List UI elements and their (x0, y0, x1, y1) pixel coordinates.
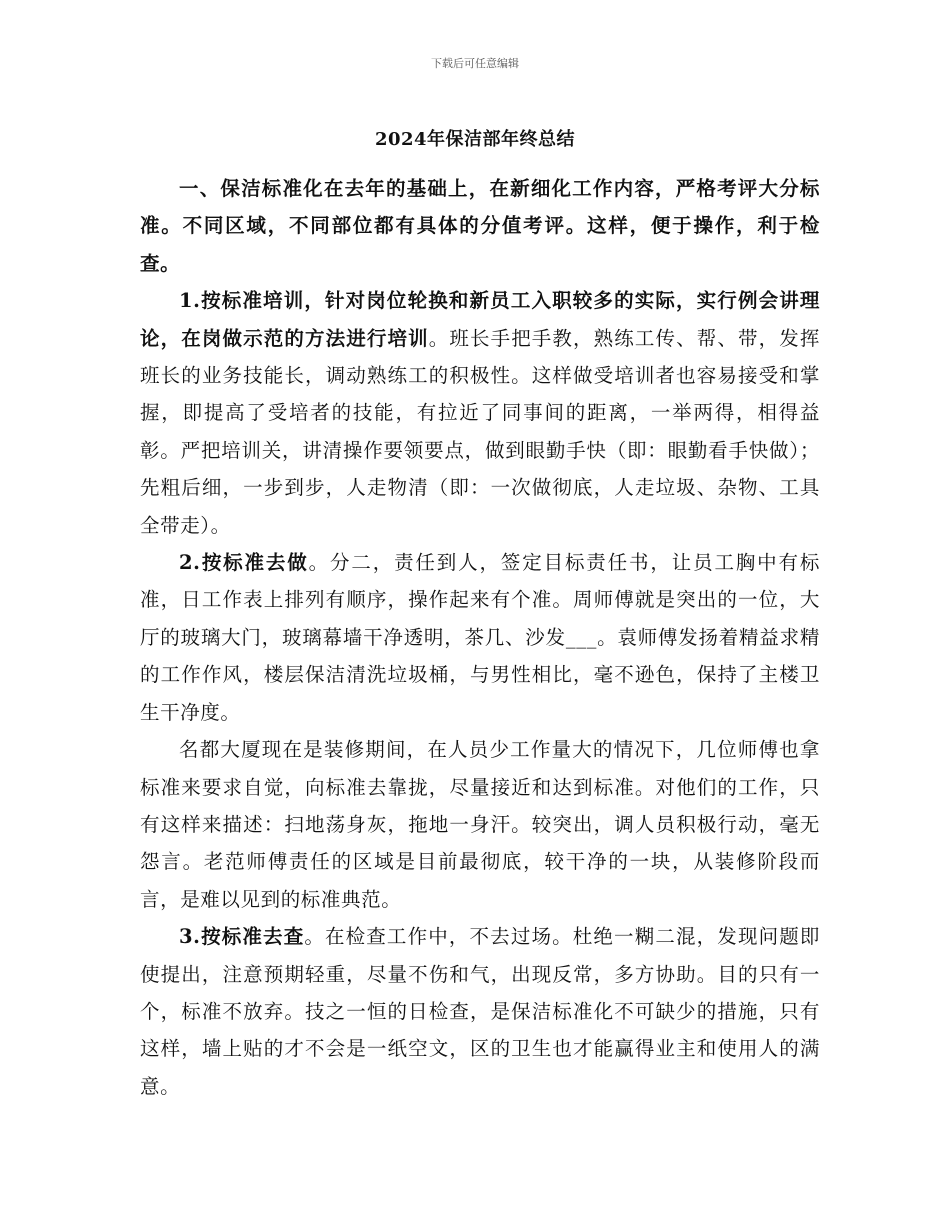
paragraph-item-2 (140, 544, 820, 731)
paragraph-item-1 (140, 282, 820, 544)
document-title: 2024年保洁部年终总结 (374, 129, 576, 150)
document-body (140, 170, 820, 1105)
paragraph-lead: 一、保洁标准化在去年的基础上，在新细化工作内容，严格考评大分标准。不同区域，不同部位都有具体的分值考评。这样，便于操作，利于检查。 (140, 177, 820, 275)
paragraph-lead: 3.按标准去查 (179, 925, 305, 949)
paragraph-mingdu (140, 731, 820, 918)
paragraph-text: 。班长手把手教，熟练工传、帮、带，发挥班长的业务技能长，调动熟练工的积极性。这样做受培训者也容易接受和掌握，即提高了受培者的技能，有拉近了同事间的距离，一举两得，相得益彰。严把培训关，讲清操作要领要点，做到眼勤手快（即：眼勤看手快做）；先粗后细，一步到步，人走物清（即：一次做彻底，人走垃圾、杂物、工具全带走）。 (140, 326, 820, 537)
paragraph-text: 名都大厦现在是装修期间，在人员少工作量大的情况下，几位师傅也拿标准来要求自觉，向标准去靠拢，尽量接近和达到标准。对他们的工作，只有这样来描述：扫地荡身灰，拖地一身汗。较突出，调人员积极行动，毫无怨言。老范师傅责任的区域是目前最彻底，较干净的一块，从装修阶段而言，是难以见到的标准典范。 (140, 738, 820, 911)
paragraph-section-one (140, 170, 820, 282)
paragraph-item-3 (140, 918, 820, 1105)
paragraph-lead: 2.按标准去做 (179, 551, 309, 575)
paragraph-lead: 1.按标准培训，针对岗位轮换和新员工入职较多的实际，实行例会讲理论，在岗做示范的方法进行培训 (140, 289, 820, 350)
paragraph-text: 。分二，责任到人，签定目标责任书，让员工胸中有标准，日工作表上排列有顺序，操作起来有个准。周师傅就是突出的一位，大厅的玻璃大门，玻璃幕墙干净透明，茶几、沙发___。袁师傅发扬着精益求精的工作作风，楼层保洁清洗垃圾桶，与男性相比，毫不逊色，保持了主楼卫生干净度。 (140, 551, 820, 724)
paragraph-text: 。在检查工作中，不去过场。杜绝一糊二混，发现问题即使提出，注意预期轻重，尽量不伤和气，出现反常，多方协助。目的只有一个，标准不放弃。技之一恒的日检查，是保洁标准化不可缺少的措施，只有这样，墙上贴的才不会是一纸空文，区的卫生也才能赢得业主和使用人的满意。 (140, 925, 820, 1098)
header-note: 下载后可任意编辑 (431, 57, 519, 70)
